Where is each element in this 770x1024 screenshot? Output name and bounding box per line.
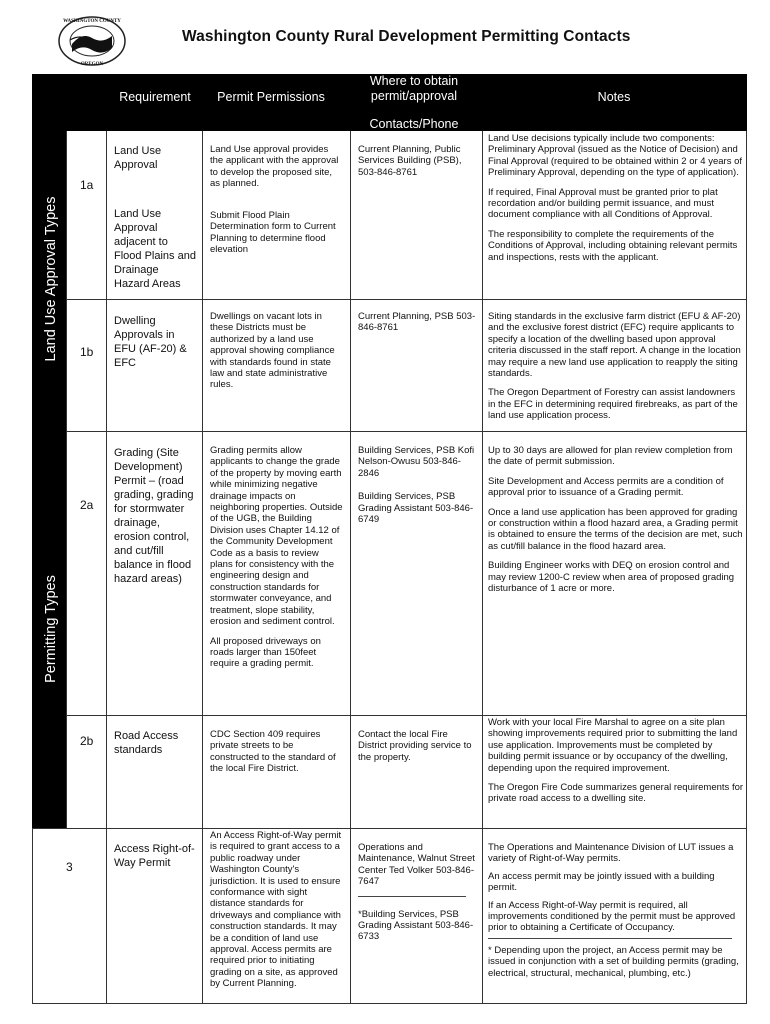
divider [358,896,466,897]
notes-3 [488,842,744,987]
contact-current-planning-psb: Current Planning, PSB 503-846-8761 [358,311,476,334]
note-text: If an Access Right-of-Way permit is required, all improvements conditioned by the permit must be approved prior to obtaining a Certificate of Occupancy. [488,899,736,934]
contact-text: *Building Services, PSB Grading Assistant 503-846-6733 [358,908,474,943]
note-text: Building Engineer works with DEQ on erosion control and may review 1200-C review when area of proposed grading disturbance of 1 acre or more. [488,560,735,595]
permission-grading [210,445,344,678]
section-permitting-label: Permitting Types [43,575,59,683]
contact-text: Building Services, PSB Kofi Nelson-Owusu 503-846-2846 [358,445,475,479]
header-requirement: Requirement [119,90,191,104]
grid-line [32,828,747,829]
row-number-2b: 2b [80,734,94,748]
permission-text: Grading permits allow applicants to change the grade of the property by moving earth while minimizing negative drainage impacts on neighboring properties. Outside of the UGB, the Building Division uses Chapter 14.12 of the Community Development Code as a basis to review plans for consistency with the engineering design and construction standards for stormwater conveyance, and treatment, slope stability, erosion and sediment control. [210,445,343,628]
note-text: Once a land use application has been approved for grading or construction within a flood hazard area, a Grading permit is obtained to ensure the terms of the decision are met, such as cut/fill balance in the flood hazard area. [488,506,743,552]
header-notes: Notes [597,90,631,104]
divider [488,938,732,939]
washington-county-logo [56,14,128,68]
permission-road-access: CDC Section 409 requires private streets to be constructed to the standard of the local Fire District. [210,729,336,775]
grid-line [66,715,747,716]
note-text: The Operations and Maintenance Division of LUT issues a variety of Right-of-Way permits. [488,842,734,865]
requirement-flood-plains: Land Use Approval adjacent to Flood Plains and Drainage Hazard Areas [114,208,196,290]
note-text: Site Development and Access permits are a condition of approval prior to issuance of a Grading permit. [488,475,724,499]
contact-current-planning: Current Planning, Public Services Building (PSB), 503-846-8761 [358,144,462,178]
notes-2a [488,445,744,602]
requirement-road-access: Road Access standards [114,730,179,756]
page-title: Washington County Rural Development Permitting Contacts [182,28,631,45]
grid-line [32,828,33,1004]
grid-line [202,131,203,1004]
notes-1b [488,311,744,430]
grid-line [350,131,351,1004]
header-where-line1: Where to obtain [369,74,459,88]
row-number-2a: 2a [80,498,94,512]
grid-line [106,131,107,1004]
note-text: The responsibility to complete the requirements of the Conditions of Approval, including obtaining relevant permits and inspections, rests with the applicant. [488,228,738,263]
note-text: If required, Final Approval must be granted prior to plat recordation and/or building permit issuance, and must document compliance with all Conditions of Approval. [488,186,718,221]
notes-2b [488,717,744,813]
section-land-use [32,131,66,431]
contact-fire-district: Contact the local Fire District providing service to the property. [358,729,472,763]
grid-line [482,131,483,1004]
header-permit-permissions: Permit Permissions [217,90,325,104]
grid-line [32,1003,747,1004]
permission-access-row: An Access Right-of-Way permit is required to grant access to a public roadway under Washington County's jurisdiction. It is used to ensure conformance with sight distance standards for driveways and compliance with construction standards. It may be a condition of land use approval. Access permits are required prior to initiating grading on a site, as approved by Current Planning. [210,830,342,990]
header-where-line3: Contacts/Phone [369,117,459,131]
row-number-1a: 1a [80,178,94,192]
permission-land-use: Land Use approval provides the applicant with the approval to develop the proposed site, as planned. [210,144,339,190]
page-header [0,0,770,74]
note-text: Land Use decisions typically include two components: Preliminary Approval (issued as the Notice of Decision) and Final Approval (required to be obtained within 2 or 4 years of Preliminary Approval, depending on the type of application). [488,133,743,179]
contact-operations [358,842,478,951]
permission-dwelling: Dwellings on vacant lots in these Districts must be authorized by a land use approval showing compliance with standards found in state law and state administrative rules. [210,311,335,391]
note-text: An access permit may be jointly issued with a building permit. [488,870,715,894]
logo-text-bottom: OREGON [80,62,104,67]
permission-text: All proposed driveways on roads larger than 150feet require a grading permit. [210,635,321,670]
requirement-land-use-approval: Land Use Approval [114,145,162,171]
row-number-1b: 1b [80,345,94,359]
contact-building-services [358,445,478,533]
contact-text: Building Services, PSB Grading Assistant 503-846-6749 [358,491,474,526]
row-number-3: 3 [66,860,73,874]
permission-flood-plain: Submit Flood Plain Determination form to Current Planning to determine flood elevation [210,210,336,256]
requirement-access-row: Access Right-of-Way Permit [114,843,195,869]
logo-text-top: WASHINGTON COUNTY [63,19,121,24]
note-text: * Depending upon the project, an Access permit may be issued in conjunction with a set of building permits (grading, electrical, structural, mechanical, plumbing, etc.) [488,944,739,979]
section-land-use-label: Land Use Approval Types [43,196,59,362]
requirement-dwelling-approvals: Dwelling Approvals in EFU (AF-20) & EFC [114,315,187,369]
note-text: The Oregon Fire Code summarizes general requirements for private road access to a dwelling site. [488,782,744,805]
grid-line [746,131,747,1004]
note-text: Siting standards in the exclusive farm district (EFU & AF-20) and the exclusive forest district (EFC) require applicants to specify a location of the dwelling based upon approval criteria discussed in the staff report. A change in the location may require a new land use application to reapply the siting standards. [488,311,741,380]
note-text: Work with your local Fire Marshal to agree on a site plan showing improvements required prior to submitting the land use application. Improvements must be completed by building permit issuance or by occupancy of the dwelling, depending upon the required improvement. [488,717,738,774]
grid-line [66,299,747,300]
note-text: Up to 30 days are allowed for plan review completion from the date of permit submission. [488,445,733,468]
permits-table [32,74,747,1004]
requirement-grading-permit: Grading (Site Development) Permit – (road grading, grading for stormwater drainage, erosion control, and cut/fill balance in flood hazard areas) [114,447,194,585]
notes-1a [488,133,744,271]
note-text: The Oregon Department of Forestry can assist landowners in the EFC in determining required firebreaks, as part of the land use application process. [488,387,738,422]
grid-line [66,431,747,432]
grid-line [66,131,67,828]
section-permitting [32,431,66,828]
header-where-line2: permit/approval [370,89,458,103]
contact-text: Operations and Maintenance, Walnut Street Center Ted Volker 503-846-7647 [358,842,475,888]
table-header-row [32,74,747,131]
